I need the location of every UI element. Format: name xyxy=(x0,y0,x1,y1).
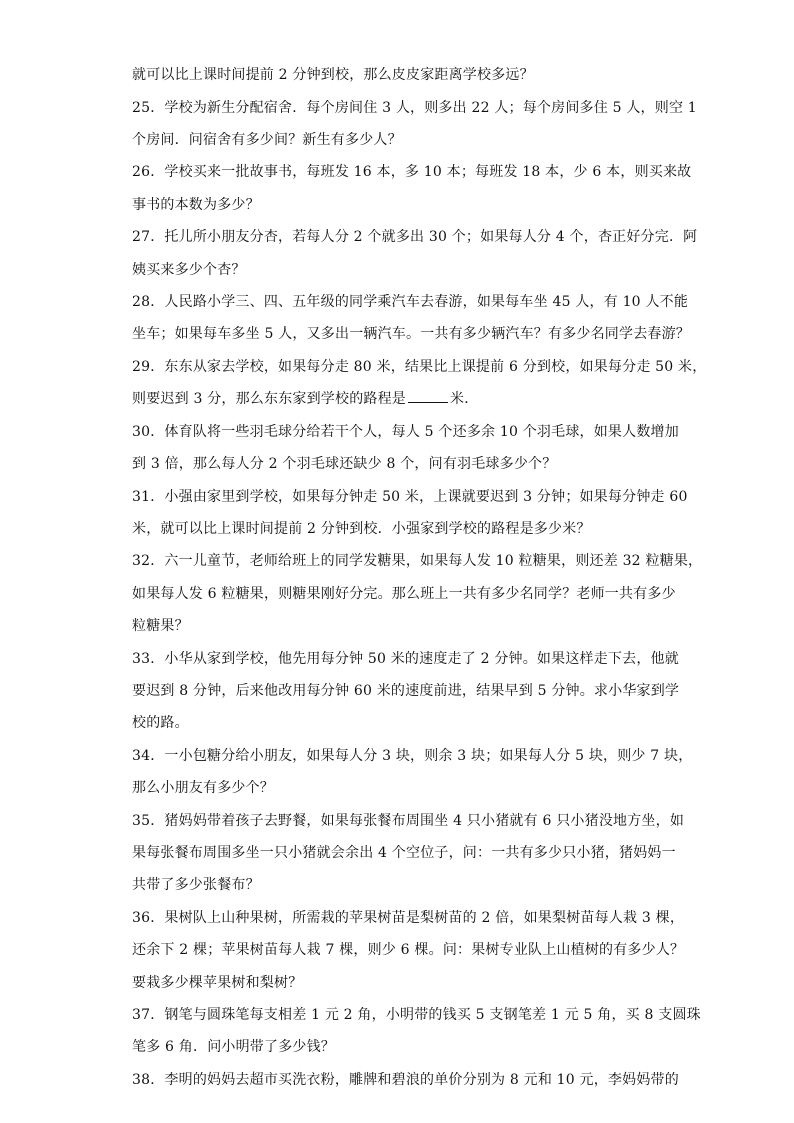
problem-33-line-2: 要迟到 8 分钟，后来他改用每分钟 60 米的速度前进，结果早到 5 分钟。求小华家到学 xyxy=(132,683,680,699)
problem-35-line-3: 共带了多少张餐布？ xyxy=(132,877,260,893)
problem-28-line-1: 28．人民路小学三、四、五年级的同学乘汽车去春游，如果每车坐 45 人，有 10 人不能 xyxy=(132,294,689,310)
problem-36-line-3: 要栽多少棵苹果树和梨树？ xyxy=(132,975,303,991)
problem-32-line-1: 32．六一儿童节，老师给班上的同学发糖果，如果每人发 10 粒糖果，则还差 32 粒糖果， xyxy=(132,553,703,569)
problem-35-line-2: 果每张餐布周围多坐一只小猪就会余出 4 个空位子，问：一共有多少只小猪，猪妈妈一 xyxy=(132,845,676,861)
problem-32-line-3: 粒糖果？ xyxy=(132,618,189,634)
problem-29-unit: 米． xyxy=(450,391,479,407)
problem-35-line-1: 35．猪妈妈带着孩子去野餐，如果每张餐布周围坐 4 只小猪就有 6 只小猪没地方坐，如 xyxy=(132,813,685,829)
problem-27-line-1: 27．托儿所小朋友分杏，若每人分 2 个就多出 30 个；如果每人分 4 个，杏正好分完．阿 xyxy=(132,229,698,245)
problem-25-line-2: 个房间．问宿舍有多少间？新生有多少人？ xyxy=(132,132,402,148)
problem-28-line-2: 坐车；如果每车多坐 5 人，又多出一辆汽车。一共有多少辆汽车？有多少名同学去春游？ xyxy=(132,326,691,342)
problem-26-line-1: 26．学校买来一批故事书，每班发 16 本，多 10 本；每班发 18 本，少 6 本，则买来故 xyxy=(132,164,692,180)
problem-25-line-1: 25．学校为新生分配宿舍．每个房间住 3 人，则多出 22 人；每个房间多住 5 人，则空 1 xyxy=(132,100,697,116)
problem-29-line-1: 29．东东从家去学校，如果每分走 80 米，结果比上课提前 6 分到校，如果每分走 50 米， xyxy=(132,359,707,375)
problem-37-line-1: 37．钢笔与圆珠笔每支相差 1 元 2 角，小明带的钱买 5 支钢笔差 1 元 5 角，买 8 支圆珠 xyxy=(132,1007,701,1023)
problem-38-line-1: 38．李明的妈妈去超市买洗衣粉，雕牌和碧浪的单价分别为 8 元和 10 元，李妈妈带的 xyxy=(132,1072,679,1088)
problem-33-line-3: 校的路。 xyxy=(132,715,189,731)
problem-34-line-1: 34．一小包糖分给小朋友，如果每人分 3 块，则余 3 块；如果每人分 5 块，则少 7 块， xyxy=(132,748,693,764)
problem-27-line-2: 姨买来多少个杏？ xyxy=(132,262,246,278)
problem-37-line-2: 笔多 6 角．问小明带了多少钱？ xyxy=(132,1039,336,1055)
problem-32-line-2: 如果每人发 6 粒糖果，则糖果刚好分完。那么班上一共有多少名同学？老师一共有多少 xyxy=(132,586,676,602)
problem-33-line-1: 33．小华从家到学校，他先用每分钟 50 米的速度走了 2 分钟。如果这样走下去，他就 xyxy=(132,651,679,667)
problem-30-line-1: 30．体育队将一些羽毛球分给若干个人，每人 5 个还多余 10 个羽毛球，如果人数增加 xyxy=(132,424,679,440)
problem-31-line-1: 31．小强由家里到学校，如果每分钟走 50 米，上课就要迟到 3 分钟；如果每分钟走 60 xyxy=(132,489,688,505)
problem-30-line-2: 到 3 倍，那么每人分 2 个羽毛球还缺少 8 个，问有羽毛球多少个？ xyxy=(132,456,557,472)
problem-36-line-2: 还余下 2 棵；苹果树苗每人栽 7 棵，则少 6 棵。问：果树专业队上山植树的有多少人？ xyxy=(132,942,685,958)
problem-29-text: 则要迟到 3 分，那么东东家到学校的路程是 xyxy=(132,391,407,407)
problem-31-line-2: 米，就可以比上课时间提前 2 分钟到校．小强家到学校的路程是多少米？ xyxy=(132,521,591,537)
problem-26-line-2: 事书的本数为多少？ xyxy=(132,197,260,213)
problem-36-line-1: 36．果树队上山种果树，所需栽的苹果树苗是梨树苗的 2 倍，如果梨树苗每人栽 3 棵， xyxy=(132,910,685,926)
answer-blank[interactable] xyxy=(408,390,448,403)
problem-29-line-2 xyxy=(132,390,478,408)
problem-34-line-2: 那么小朋友有多少个？ xyxy=(132,780,274,796)
text-line: 就可以比上课时间提前 2 分钟到校，那么皮皮家距离学校多远？ xyxy=(132,67,534,83)
